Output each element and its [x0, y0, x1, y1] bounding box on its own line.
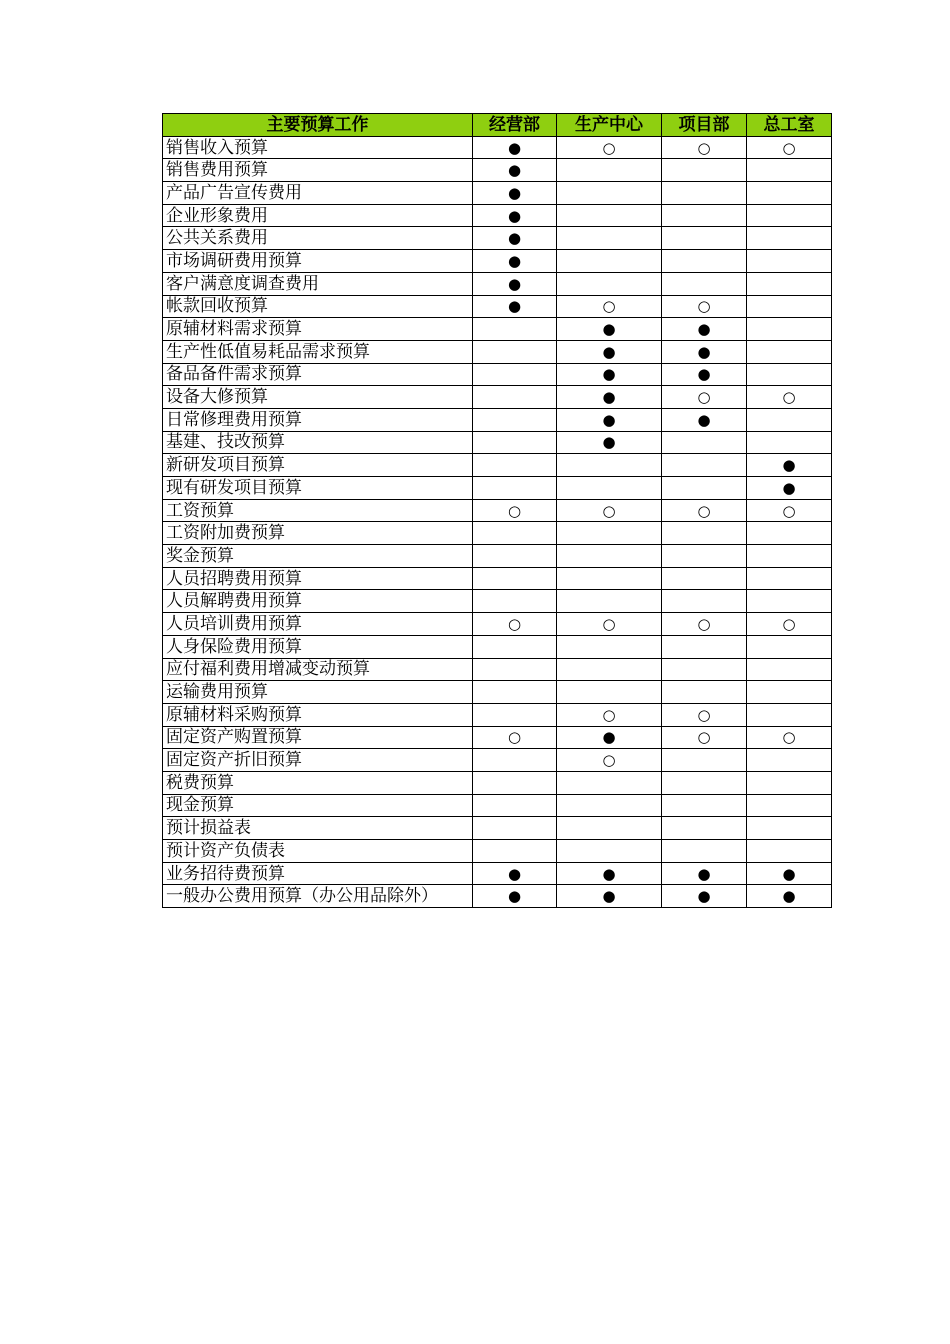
mark-production-center-primary: ●	[557, 431, 662, 454]
table-row	[163, 318, 832, 341]
mark-operations-dept-empty	[473, 477, 557, 500]
budget-item-label: 日常修理费用预算	[163, 408, 473, 431]
mark-production-center-empty	[557, 522, 662, 545]
mark-operations-dept-assist: ○	[473, 613, 557, 636]
mark-project-dept-assist: ○	[662, 136, 747, 159]
mark-project-dept-primary: ●	[662, 318, 747, 341]
mark-project-dept-empty	[662, 454, 747, 477]
mark-chief-engineer-office-empty	[747, 703, 832, 726]
budget-item-label: 奖金预算	[163, 545, 473, 568]
budget-item-label: 人员招聘费用预算	[163, 567, 473, 590]
mark-project-dept-primary: ●	[662, 408, 747, 431]
table-row	[163, 454, 832, 477]
header-project-dept: 项目部	[662, 114, 747, 137]
mark-chief-engineer-office-empty	[747, 522, 832, 545]
mark-operations-dept-primary: ●	[473, 272, 557, 295]
budget-item-label: 新研发项目预算	[163, 454, 473, 477]
table-row	[163, 477, 832, 500]
mark-project-dept-assist: ○	[662, 499, 747, 522]
mark-project-dept-empty	[662, 840, 747, 863]
mark-chief-engineer-office-assist: ○	[747, 726, 832, 749]
mark-chief-engineer-office-empty	[747, 182, 832, 205]
budget-item-label: 销售收入预算	[163, 136, 473, 159]
mark-production-center-empty	[557, 477, 662, 500]
mark-production-center-primary: ●	[557, 340, 662, 363]
mark-project-dept-assist: ○	[662, 295, 747, 318]
mark-chief-engineer-office-empty	[747, 295, 832, 318]
mark-production-center-primary: ●	[557, 885, 662, 908]
mark-operations-dept-primary: ●	[473, 862, 557, 885]
mark-operations-dept-primary: ●	[473, 885, 557, 908]
budget-item-label: 备品备件需求预算	[163, 363, 473, 386]
mark-operations-dept-empty	[473, 363, 557, 386]
table-row	[163, 522, 832, 545]
mark-production-center-empty	[557, 159, 662, 182]
mark-project-dept-primary: ●	[662, 885, 747, 908]
mark-production-center-assist: ○	[557, 749, 662, 772]
mark-operations-dept-empty	[473, 522, 557, 545]
mark-project-dept-empty	[662, 681, 747, 704]
mark-chief-engineer-office-empty	[747, 318, 832, 341]
mark-chief-engineer-office-assist: ○	[747, 613, 832, 636]
mark-chief-engineer-office-empty	[747, 363, 832, 386]
table-row	[163, 431, 832, 454]
mark-operations-dept-empty	[473, 794, 557, 817]
mark-chief-engineer-office-empty	[747, 567, 832, 590]
table-row	[163, 136, 832, 159]
table-row	[163, 250, 832, 273]
mark-chief-engineer-office-assist: ○	[747, 386, 832, 409]
mark-operations-dept-empty	[473, 318, 557, 341]
mark-operations-dept-primary: ●	[473, 204, 557, 227]
budget-item-label: 基建、技改预算	[163, 431, 473, 454]
header-main-budget-work: 主要预算工作	[163, 114, 473, 137]
mark-operations-dept-assist: ○	[473, 726, 557, 749]
mark-project-dept-primary: ●	[662, 363, 747, 386]
mark-operations-dept-empty	[473, 658, 557, 681]
mark-production-center-primary: ●	[557, 726, 662, 749]
mark-project-dept-primary: ●	[662, 862, 747, 885]
mark-production-center-primary: ●	[557, 862, 662, 885]
table-row	[163, 227, 832, 250]
mark-chief-engineer-office-empty	[747, 681, 832, 704]
budget-item-label: 一般办公费用预算（办公用品除外）	[163, 885, 473, 908]
mark-production-center-empty	[557, 545, 662, 568]
budget-item-label: 现金预算	[163, 794, 473, 817]
mark-operations-dept-primary: ●	[473, 136, 557, 159]
budget-item-label: 现有研发项目预算	[163, 477, 473, 500]
mark-production-center-empty	[557, 567, 662, 590]
budget-item-label: 公共关系费用	[163, 227, 473, 250]
mark-chief-engineer-office-empty	[747, 204, 832, 227]
mark-operations-dept-empty	[473, 386, 557, 409]
table-row	[163, 771, 832, 794]
mark-project-dept-empty	[662, 635, 747, 658]
table-row	[163, 408, 832, 431]
table-row	[163, 182, 832, 205]
table-row	[163, 703, 832, 726]
mark-production-center-empty	[557, 635, 662, 658]
mark-production-center-assist: ○	[557, 613, 662, 636]
mark-operations-dept-empty	[473, 635, 557, 658]
mark-production-center-empty	[557, 204, 662, 227]
table-row	[163, 726, 832, 749]
budget-item-label: 企业形象费用	[163, 204, 473, 227]
table-row	[163, 340, 832, 363]
table-header-row	[163, 114, 832, 137]
mark-project-dept-empty	[662, 522, 747, 545]
mark-production-center-primary: ●	[557, 386, 662, 409]
budget-item-label: 应付福利费用增减变动预算	[163, 658, 473, 681]
mark-chief-engineer-office-primary: ●	[747, 454, 832, 477]
mark-operations-dept-assist: ○	[473, 499, 557, 522]
table-row	[163, 567, 832, 590]
mark-production-center-empty	[557, 250, 662, 273]
mark-production-center-assist: ○	[557, 499, 662, 522]
mark-production-center-empty	[557, 771, 662, 794]
mark-chief-engineer-office-empty	[747, 545, 832, 568]
mark-production-center-empty	[557, 681, 662, 704]
budget-item-label: 人员培训费用预算	[163, 613, 473, 636]
mark-operations-dept-primary: ●	[473, 250, 557, 273]
mark-chief-engineer-office-empty	[747, 340, 832, 363]
table-row	[163, 658, 832, 681]
mark-project-dept-empty	[662, 817, 747, 840]
mark-production-center-assist: ○	[557, 295, 662, 318]
mark-operations-dept-empty	[473, 545, 557, 568]
table-row	[163, 635, 832, 658]
budget-item-label: 税费预算	[163, 771, 473, 794]
budget-item-label: 人身保险费用预算	[163, 635, 473, 658]
header-chief-engineer-office: 总工室	[747, 114, 832, 137]
budget-item-label: 人员解聘费用预算	[163, 590, 473, 613]
table-row	[163, 862, 832, 885]
mark-operations-dept-empty	[473, 840, 557, 863]
table-row	[163, 817, 832, 840]
table-row	[163, 295, 832, 318]
mark-project-dept-empty	[662, 159, 747, 182]
mark-operations-dept-empty	[473, 681, 557, 704]
mark-project-dept-assist: ○	[662, 386, 747, 409]
mark-chief-engineer-office-primary: ●	[747, 885, 832, 908]
budget-item-label: 预计资产负债表	[163, 840, 473, 863]
mark-project-dept-assist: ○	[662, 703, 747, 726]
table-row	[163, 681, 832, 704]
mark-production-center-primary: ●	[557, 408, 662, 431]
mark-project-dept-empty	[662, 182, 747, 205]
mark-production-center-primary: ●	[557, 363, 662, 386]
table-row	[163, 272, 832, 295]
mark-chief-engineer-office-empty	[747, 771, 832, 794]
mark-project-dept-empty	[662, 204, 747, 227]
mark-project-dept-empty	[662, 545, 747, 568]
table-row	[163, 499, 832, 522]
budget-responsibility-table	[162, 113, 832, 908]
mark-project-dept-empty	[662, 477, 747, 500]
mark-chief-engineer-office-empty	[747, 635, 832, 658]
header-production-center: 生产中心	[557, 114, 662, 137]
mark-project-dept-empty	[662, 567, 747, 590]
mark-production-center-empty	[557, 227, 662, 250]
budget-item-label: 帐款回收预算	[163, 295, 473, 318]
mark-operations-dept-empty	[473, 454, 557, 477]
mark-project-dept-empty	[662, 749, 747, 772]
mark-chief-engineer-office-empty	[747, 840, 832, 863]
budget-item-label: 市场调研费用预算	[163, 250, 473, 273]
mark-operations-dept-empty	[473, 703, 557, 726]
mark-project-dept-empty	[662, 272, 747, 295]
mark-operations-dept-empty	[473, 567, 557, 590]
mark-chief-engineer-office-assist: ○	[747, 499, 832, 522]
mark-project-dept-empty	[662, 658, 747, 681]
mark-operations-dept-primary: ●	[473, 227, 557, 250]
table-row	[163, 840, 832, 863]
mark-project-dept-assist: ○	[662, 613, 747, 636]
table-row	[163, 159, 832, 182]
budget-item-label: 运输费用预算	[163, 681, 473, 704]
mark-chief-engineer-office-assist: ○	[747, 136, 832, 159]
mark-chief-engineer-office-empty	[747, 272, 832, 295]
mark-chief-engineer-office-empty	[747, 431, 832, 454]
budget-item-label: 原辅材料采购预算	[163, 703, 473, 726]
mark-chief-engineer-office-empty	[747, 590, 832, 613]
budget-item-label: 销售费用预算	[163, 159, 473, 182]
mark-project-dept-primary: ●	[662, 340, 747, 363]
mark-production-center-empty	[557, 182, 662, 205]
mark-project-dept-empty	[662, 250, 747, 273]
mark-production-center-empty	[557, 794, 662, 817]
mark-chief-engineer-office-primary: ●	[747, 862, 832, 885]
budget-item-label: 工资预算	[163, 499, 473, 522]
mark-operations-dept-primary: ●	[473, 159, 557, 182]
header-operations-dept: 经营部	[473, 114, 557, 137]
mark-operations-dept-empty	[473, 817, 557, 840]
mark-production-center-empty	[557, 658, 662, 681]
table-row	[163, 204, 832, 227]
mark-chief-engineer-office-empty	[747, 794, 832, 817]
mark-operations-dept-empty	[473, 749, 557, 772]
mark-project-dept-empty	[662, 794, 747, 817]
budget-item-label: 原辅材料需求预算	[163, 318, 473, 341]
budget-item-label: 设备大修预算	[163, 386, 473, 409]
mark-operations-dept-empty	[473, 340, 557, 363]
mark-production-center-empty	[557, 590, 662, 613]
mark-project-dept-empty	[662, 431, 747, 454]
table-row	[163, 885, 832, 908]
table-row	[163, 363, 832, 386]
table-row	[163, 794, 832, 817]
mark-project-dept-empty	[662, 227, 747, 250]
budget-item-label: 客户满意度调查费用	[163, 272, 473, 295]
mark-operations-dept-empty	[473, 771, 557, 794]
table-row	[163, 613, 832, 636]
table-row	[163, 590, 832, 613]
mark-operations-dept-empty	[473, 431, 557, 454]
mark-operations-dept-empty	[473, 590, 557, 613]
mark-project-dept-empty	[662, 590, 747, 613]
budget-item-label: 产品广告宣传费用	[163, 182, 473, 205]
mark-project-dept-empty	[662, 771, 747, 794]
table-row	[163, 545, 832, 568]
mark-production-center-empty	[557, 272, 662, 295]
mark-chief-engineer-office-empty	[747, 817, 832, 840]
budget-item-label: 预计损益表	[163, 817, 473, 840]
mark-chief-engineer-office-empty	[747, 159, 832, 182]
mark-operations-dept-primary: ●	[473, 295, 557, 318]
mark-chief-engineer-office-empty	[747, 658, 832, 681]
mark-production-center-assist: ○	[557, 703, 662, 726]
budget-item-label: 工资附加费预算	[163, 522, 473, 545]
mark-chief-engineer-office-empty	[747, 408, 832, 431]
mark-production-center-empty	[557, 817, 662, 840]
table-body	[163, 136, 832, 907]
table-row	[163, 749, 832, 772]
mark-chief-engineer-office-empty	[747, 749, 832, 772]
mark-chief-engineer-office-primary: ●	[747, 477, 832, 500]
mark-production-center-primary: ●	[557, 318, 662, 341]
mark-chief-engineer-office-empty	[747, 250, 832, 273]
mark-production-center-assist: ○	[557, 136, 662, 159]
mark-chief-engineer-office-empty	[747, 227, 832, 250]
budget-item-label: 业务招待费预算	[163, 862, 473, 885]
mark-operations-dept-empty	[473, 408, 557, 431]
mark-production-center-empty	[557, 840, 662, 863]
mark-production-center-empty	[557, 454, 662, 477]
budget-item-label: 固定资产折旧预算	[163, 749, 473, 772]
budget-item-label: 固定资产购置预算	[163, 726, 473, 749]
table-row	[163, 386, 832, 409]
mark-operations-dept-primary: ●	[473, 182, 557, 205]
mark-project-dept-assist: ○	[662, 726, 747, 749]
budget-item-label: 生产性低值易耗品需求预算	[163, 340, 473, 363]
